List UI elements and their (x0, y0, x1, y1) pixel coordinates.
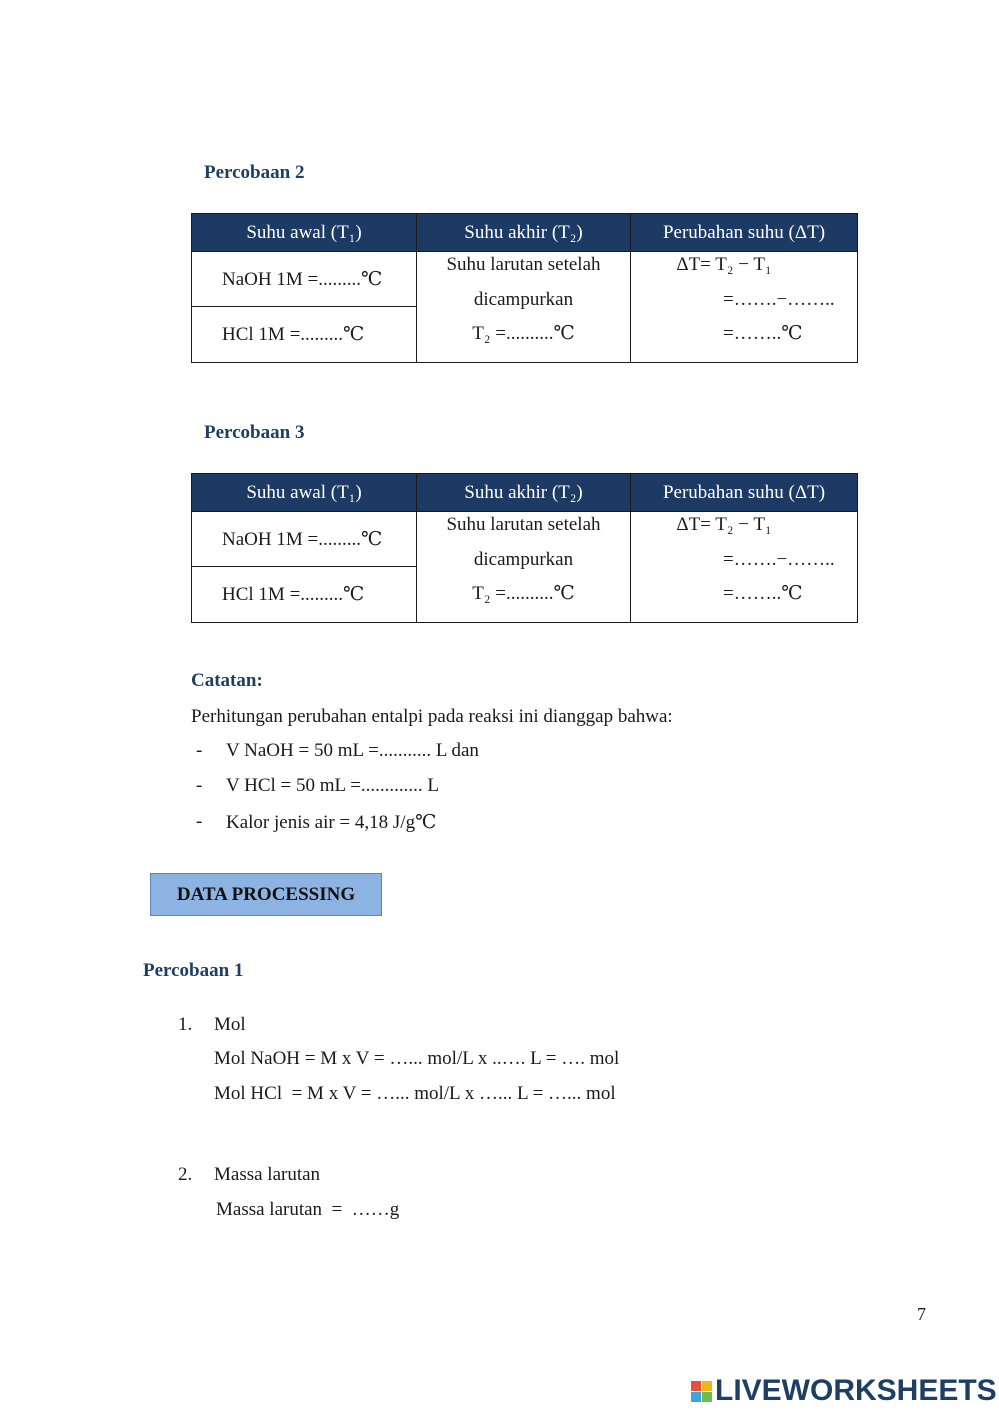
experiment-2-table (191, 213, 858, 363)
temp-change-cell[interactable] (631, 252, 858, 363)
logo-square-l (691, 1381, 701, 1391)
header-final-temp: Suhu akhir (T₂) (417, 214, 631, 252)
naoh-initial-temp[interactable]: NaOH 1M =.........℃ (192, 252, 417, 307)
bullet-dash: - (196, 740, 203, 761)
header-initial-temp: Suhu awal (T₁) (192, 474, 417, 512)
step-number: 2. (178, 1164, 193, 1185)
temp-change-cell[interactable] (631, 512, 858, 623)
bullet-dash: - (196, 811, 203, 832)
hcl-initial-temp[interactable]: HCl 1M =.........℃ (192, 567, 417, 623)
experiment-3-table (191, 473, 858, 623)
final-temp-line-2: dicampurkan (473, 289, 574, 310)
final-temp-line-3: T₂ =..........℃ (472, 323, 575, 344)
delta-result: =……..℃ (723, 323, 803, 344)
step-title-mol: Mol (214, 1014, 246, 1035)
data-processing-label: DATA PROCESSING (150, 873, 382, 916)
bullet-dash: - (196, 775, 203, 796)
header-temp-change: Perubahan suhu (ΔT) (631, 474, 858, 512)
notes-title: Catatan: (191, 670, 263, 691)
note-hcl-volume[interactable]: V HCl = 50 mL =............. L (226, 775, 440, 796)
logo-square-i (702, 1381, 712, 1391)
note-specific-heat: Kalor jenis air = 4,18 J/g℃ (226, 812, 437, 833)
notes-intro: Perhitungan perubahan entalpi pada reaksi ini dianggap bahwa: (191, 706, 673, 727)
note-naoh-volume[interactable]: V NaOH = 50 mL =........... L dan (226, 740, 479, 761)
header-temp-change: Perubahan suhu (ΔT) (631, 214, 858, 252)
delta-formula: ΔT= T₂ − T₁ (676, 514, 772, 535)
final-temp-line-1: Suhu larutan setelah (446, 514, 601, 535)
delta-subtraction: =…….−…….. (723, 289, 835, 310)
step-title-solution-mass: Massa larutan (214, 1164, 321, 1185)
liveworksheets-logo-mark (691, 1381, 712, 1402)
page-number: 7 (917, 1304, 926, 1324)
final-temp-line-3: T₂ =..........℃ (472, 583, 575, 604)
final-temp-cell[interactable] (417, 252, 631, 363)
logo-square-v (691, 1392, 701, 1402)
final-temp-cell[interactable] (417, 512, 631, 623)
delta-subtraction: =…….−…….. (723, 549, 835, 570)
solution-mass-calculation[interactable]: Massa larutan = ……g (216, 1199, 400, 1220)
delta-formula: ΔT= T₂ − T₁ (676, 254, 772, 275)
header-initial-temp: Suhu awal (T₁) (192, 214, 417, 252)
naoh-initial-temp[interactable]: NaOH 1M =.........℃ (192, 512, 417, 567)
experiment-2-title: Percobaan 2 (204, 162, 305, 183)
delta-result: =……..℃ (723, 583, 803, 604)
logo-square-e (702, 1392, 712, 1402)
hcl-initial-temp[interactable]: HCl 1M =.........℃ (192, 307, 417, 363)
step-number: 1. (178, 1014, 193, 1035)
experiment-3-title: Percobaan 3 (204, 422, 305, 443)
final-temp-line-1: Suhu larutan setelah (446, 254, 601, 275)
liveworksheets-wordmark: LIVEWORKSHEETS (715, 1374, 997, 1407)
experiment-1-title: Percobaan 1 (143, 960, 244, 981)
mol-hcl-calculation[interactable]: Mol HCl = M x V = …... mol/L x …... L = …... mol (214, 1083, 616, 1104)
final-temp-line-2: dicampurkan (473, 549, 574, 570)
liveworksheets-logo (691, 1374, 997, 1408)
mol-naoh-calculation[interactable]: Mol NaOH = M x V = …... mol/L x ..…. L = …. mol (214, 1048, 620, 1069)
header-final-temp: Suhu akhir (T₂) (417, 474, 631, 512)
